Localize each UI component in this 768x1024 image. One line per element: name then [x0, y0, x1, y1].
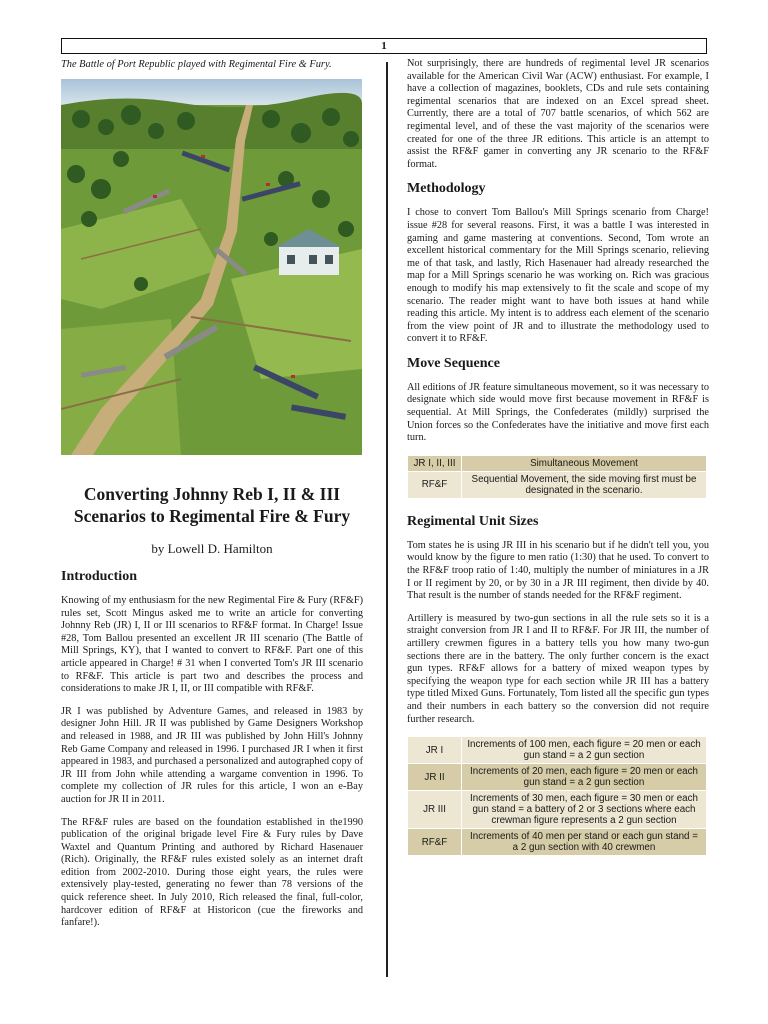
unit-sizes-paragraph-2: Artillery is measured by two-gun sections in all the rule sets so it is a straight conversion from JR I and II to RF&F. For JR III, the number of artillery crewmen figures in a battery tells you how many two-gun sections there are in the battery. The only further concern is the exact gun types. RF&F allows for a battery of mixed weapon types by specifying the weapon type for each section while JR III has a battery type titled Mixed Guns. Fortunately, Tom listed all the specific gun types and their numbers in each battery so the conversion did not require further research.: [407, 612, 709, 725]
methodology-heading: Methodology: [407, 181, 486, 197]
table-cell-text: Increments of 30 men, each figure = 30 men or each gun stand = a battery of 2 or 3 sections where each crewman figure represents a 2 gun section: [462, 791, 707, 829]
article-title: [61, 483, 363, 527]
table-cell-label: JR II: [408, 764, 462, 791]
move-sequence-paragraph: All editions of JR feature simultaneous movement, so it was necessary to designate which side would move first because movement in RF&F is sequential. At Mill Springs, the Confederates (mildly) surprised the Union forces so the Confederates have the initiative and move first each turn.: [407, 381, 709, 444]
intro-paragraph-1: Knowing of my enthusiasm for the new Regimental Fire & Fury (RF&F) rules set, Scott Mingus asked me to write an article for converting Johnny Reb (JR) I, II or III scenarios to RF&F format. In Charge! Issue #28, Tom Ballou presented an excellent JR III scenario (The Battle of Mill Springs, KY), that I wanted to convert to RF&F. Part one of this article appeared in Charge! # 31 when I converted Tom's JR III scenario to RF&F. This article is part two and describes the process and considerations to make JR I, II, or III compatible with RF&F.: [61, 595, 363, 695]
right-intro-paragraph: Not surprisingly, there are hundreds of regimental level JR scenarios available for the American Civil War (ACW) enthusiast. For example, I have a collection of magazines, booklets, CDs and rule sets containing regimental scenarios that are indexed on an Excel spread sheet. Currently, there are a total of 707 battle scenarios, of which 562 are regimental level, and of these the vast majority of the scenarios were created for one of the three JR editions. This article is an attempt to assist the RF&F gamer in converting any JR scenario to the RF&F format.: [407, 58, 709, 170]
table-cell-text: Increments of 40 men per stand or each gun stand = a 2 gun section with 40 crewmen: [462, 829, 707, 856]
table-cell-text: Increments of 100 men, each figure = 20 men or each gun stand = a 2 gun section: [462, 737, 707, 764]
unit-sizes-table: [407, 736, 707, 856]
intro-paragraph-3: The RF&F rules are based on the foundation established in the1990 publication of the original brigade level Fire & Fury rules by Dave Waxtel and Quantum Printing and authored by Richard Hasenauer (Rich). Originally, the RF&F rules existed solely as an internet draft edition from 2002-2010. During those eight years, the rules were extensively play-tested, generating no fewer than 78 versions of the quick reference sheet. In July 2010, Rich released the final, full-color, hardcover edition of RF&F at Historicon (cue the fireworks and fanfare!).: [61, 816, 363, 929]
table-row: [408, 471, 707, 498]
table-cell-label: JR I: [408, 737, 462, 764]
left-column: [61, 58, 363, 940]
table-cell-text: Increments of 20 men, each figure = 20 men or each gun stand = a 2 gun section: [462, 764, 707, 791]
move-sequence-heading: Move Sequence: [407, 355, 500, 371]
title-line-2: Scenarios to Regimental Fire & Fury: [73, 506, 351, 526]
page-number-header: 1: [61, 38, 707, 54]
table-cell-label: RF&F: [408, 829, 462, 856]
table-cell-text: Sequential Movement, the side moving first must be designated in the scenario.: [462, 471, 707, 498]
unit-sizes-paragraph-1: Tom states he is using JR III in his scenario but if he didn't tell you, you would know by the figure to men ratio (1:30) that he used. To convert to the RF&F troop ratio of 1:40, multiply the number of miniatures in a JR I or II regiment by 20, or by 30 in a JR III regiment, then divide by 40. That result is the number of stands needed for the RF&F regiment.: [407, 539, 709, 602]
intro-paragraph-2: JR I was published by Adventure Games, and released in 1983 by designer John Hill. JR II was published by Game Designers Workshop and released in 1988, and JR III was published by John Hill's Johnny Reb Game Company and released in 1996. I purchased JR I when it first appeared in 1983, and purchased a personalized and autographed copy of JR III from John while attending a wargame convention in 1996. To complete my collection of JR rules for this article, I won an e-Bay auction for JR II in 2011.: [61, 705, 363, 805]
column-divider: [386, 62, 388, 977]
table-cell-label: RF&F: [408, 471, 462, 498]
table-cell-text: Simultaneous Movement: [462, 455, 707, 471]
table-cell-label: JR I, II, III: [408, 455, 462, 471]
introduction-heading: Introduction: [61, 569, 137, 584]
move-sequence-table: [407, 455, 707, 499]
table-row: [408, 791, 707, 829]
table-row: [408, 829, 707, 856]
table-row: [408, 764, 707, 791]
byline: by Lowell D. Hamilton: [151, 541, 273, 556]
methodology-paragraph: I chose to convert Tom Ballou's Mill Springs scenario from Charge! issue #28 for several reasons. First, it was a battle I was interested in gaming and game mastering at conventions. Second, Tom wrote an excellent historical commentary for the Mill Springs scenario, relieving me of that task, and lastly, Rich Hasenauer had already researched the map for a Mill Springs scenario he was working on. Rich was gracious enough to modify his map extensively to fit the scale and scope of my scenario. The reader might want to have both issues at hand while reading this article. My intent is to address each element of the scenario from the view point of JR and to illustrate the methodology used to convert it to RF&F.: [407, 207, 709, 345]
table-row: [408, 455, 707, 471]
table-cell-label: JR III: [408, 791, 462, 829]
unit-sizes-heading: Regimental Unit Sizes: [407, 513, 539, 529]
right-column: [407, 58, 709, 871]
photo-caption: The Battle of Port Republic played with Regimental Fire & Fury.: [61, 59, 332, 70]
battle-photo: [61, 79, 362, 455]
table-row: [408, 737, 707, 764]
title-line-1: Converting Johnny Reb I, II & III: [83, 484, 341, 504]
